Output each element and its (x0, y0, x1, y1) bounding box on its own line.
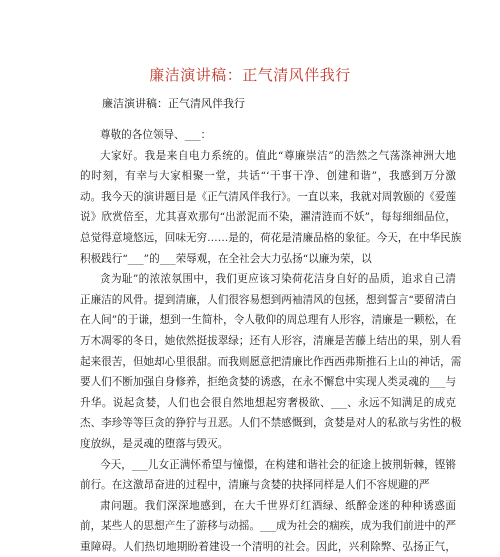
body-line: 重障碍。人们热切地期盼着建设一个清明的社会。因此，兴利除弊、弘扬正气， (80, 540, 456, 553)
body-line: 大家好。我是来自电力系统的。值此“尊廉崇洁”的浩然之气荡涤神洲大地 (100, 149, 456, 162)
body-line: 肃问题。我们深深地感到，在大千世界灯红酒绿、纸醉金迷的种种诱惑面 (100, 499, 456, 512)
body-line: 说》欣赏倍至，尤其喜欢那句“出淤泥而不染，濯清涟而不妖”，每每细细品位， (80, 211, 456, 224)
body-line: 正廉洁的风骨。提到清廉，人们很容易想到两袖清风的包拯，想到誓言“要留清白 (80, 293, 457, 306)
body-line: 今天，___儿女正满怀希望与憧憬，在构建和谐社会的征途上披荆斩棘，铿锵 (100, 458, 456, 471)
body-line: 起来很苦，但她却心里很甜。而我则愿意把清廉比作西西弗斯推石上山的神话，需 (80, 355, 462, 368)
document-title: 廉洁演讲稿：正气清风伴我行 (149, 66, 351, 84)
body-line: 尊敬的各位领导、___： (100, 129, 212, 141)
body-line: 前行。在这激昂奋进的过程中，清廉与贪婪的抉择同样是人们不容规避的严 (80, 479, 430, 492)
body-line: 要人们不断加强自身修养，拒绝贪婪的诱惑，在永不懈怠中实现人类灵魂的___与 (80, 376, 457, 389)
body-line: 贪为耻”的浓浓氛围中，我们更应该习染荷花洁身自好的品质，追求自己清 (100, 273, 456, 286)
body-line: 在人间”的于谦，想到一生简朴，令人敬仰的周总理有人形容，清廉是一颗松，在 (80, 314, 457, 327)
document-subtitle: 廉洁演讲稿：正气清风伴我行 (102, 97, 245, 110)
body-line: 杰、李珍等等巨贪的狰狞与丑恶。人们不禁感慨到，贪婪是对人的私欲与劣性的极 (80, 417, 462, 430)
body-line: 万木凋零的冬日，她依然挺拔翠绿；还有人形容，清廉是苦藤上结出的果，别人看 (80, 334, 462, 347)
document-body (80, 125, 462, 557)
body-line: 前，某些人的思想产生了游移与动摇。___成为社会的痼疾，成为我们前进中的严 (80, 520, 457, 533)
body-line: 的时刻，有幸与大家相聚一堂，共话“‘干事干净、创建和谐”，我感到万分激 (80, 170, 456, 183)
body-line: 动。我今天的演讲题目是《正气清风伴我行》。一直以来，我就对周敦颐的《爱莲 (80, 190, 457, 203)
body-line: 总觉得意境悠远，回味无穷……是的，荷花是清廉品格的象征。今天，在中华民族 (80, 231, 462, 244)
body-line: 度放纵，是灵魂的堕落与毁灭。 (80, 437, 229, 450)
body-line: 积极践行“___”的___荣辱观，在全社会大力弘扬“以廉为荣，以 (80, 252, 372, 265)
body-line: 升华。说起贪婪，人们也会很自然地想起穷奢极欲、___、永远不知满足的成克 (80, 396, 456, 409)
